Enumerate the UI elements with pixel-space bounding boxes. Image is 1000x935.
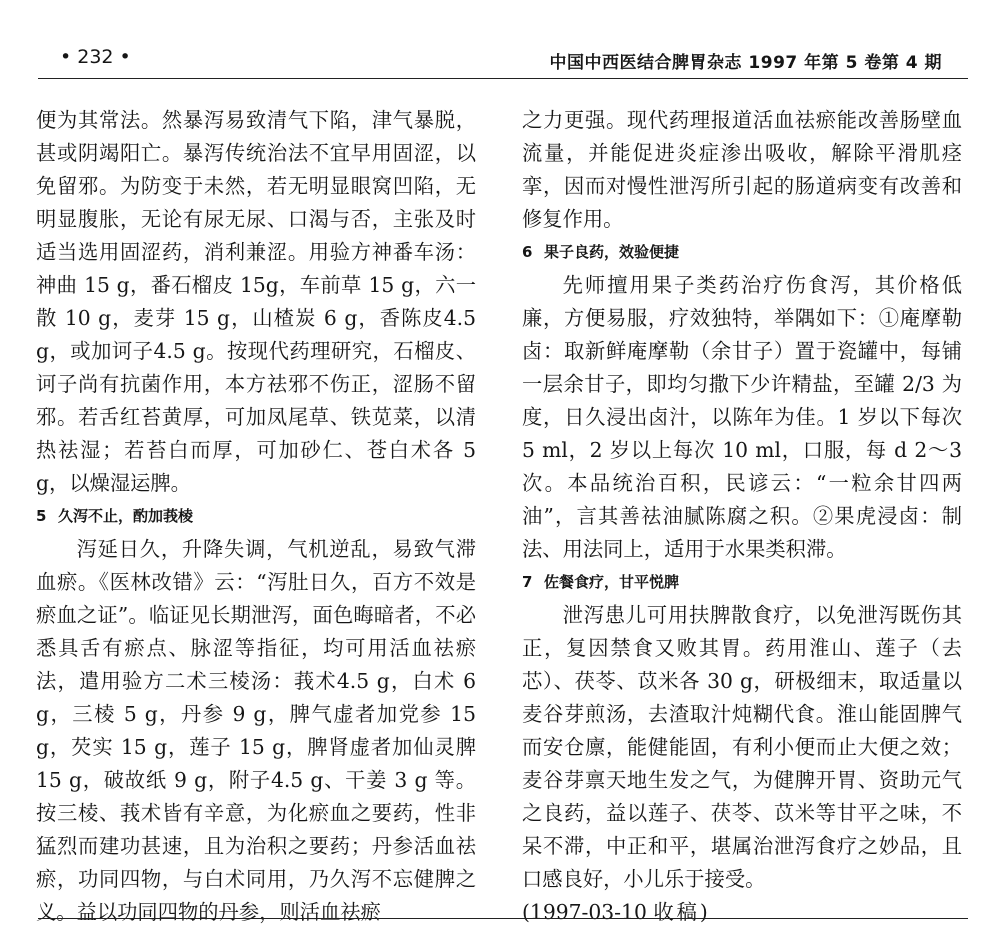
section-heading-7 xyxy=(522,566,962,599)
header-rule xyxy=(38,78,968,79)
section-number: 7 xyxy=(522,573,533,591)
section-heading-6 xyxy=(522,236,962,269)
section-title: 久泻不止，酌加莪棱 xyxy=(58,507,194,525)
section-number: 6 xyxy=(522,243,533,261)
journal-title: 中国中西医结合脾胃杂志 1997 年第 5 卷第 4 期 xyxy=(549,53,942,73)
right-paragraph-3: 泄泻患儿可用扶脾散食疗，以免泄泻既伤其正，复因禁食又败其胃。药用淮山、莲子（去芯）、茯苓、苡米各 30 g，研极细末，取适量以麦谷芽煎汤，去渣取汁炖糊代食。淮山能固脾气而安仓廪，能健能固，有利小便而止大便之效；麦谷芽禀天地生发之气，为健脾开胃、资助元气之良药，益以莲子、茯苓、苡米等甘平之味，不呆不滞，中正和平，堪属治泄泻食疗之妙品，且口感良好，小儿乐于接受。 xyxy=(522,603,962,891)
right-column xyxy=(522,104,962,929)
section-title: 果子良药，效验便捷 xyxy=(544,243,680,261)
right-paragraph-1: 之力更强。现代药理报道活血祛瘀能改善肠壁血流量，并能促进炎症渗出吸收，解除平滑肌痉挛，因而对慢性泄泻所引起的肠道病变有改善和修复作用。 xyxy=(522,108,962,231)
section-heading-5 xyxy=(36,500,476,533)
footer-rule xyxy=(38,918,968,919)
received-date xyxy=(522,896,962,929)
page-number: • 232 • xyxy=(60,46,131,68)
section-number: 5 xyxy=(36,507,47,525)
page-header xyxy=(0,46,1000,76)
left-column xyxy=(36,104,476,929)
date-value: (1997-03-10 xyxy=(522,900,647,924)
right-paragraph-2: 先师擅用果子类药治疗伤食泻，其价格低廉，方便易服，疗效独特，举隅如下：①庵摩勒卤：取新鲜庵摩勒（余甘子）置于瓷罐中，每铺一层余甘子，即均匀撒下少许精盐，至罐 2/3 为度，日久浸出卤汁，以陈年为佳。1 岁以下每次 5 ml，2 岁以上每次 10 ml，口服，每 d 2～3 次。本品统治百积，民谚云：“一粒余甘四两油”，言其善祛油腻陈腐之积。②果虎浸卤：制法、用法同上，适用于水果类积滞。 xyxy=(522,273,962,561)
section-title: 佐餐食疗，甘平悦脾 xyxy=(544,573,680,591)
left-paragraph-2: 泻延日久，升降失调，气机逆乱，易致气滞血瘀。《医林改错》云：“泻肚日久，百方不效是瘀血之证”。临证见长期泄泻，面色晦暗者，不必悉具舌有瘀点、脉涩等指征，均可用活血祛瘀法，遣用验方二术三棱汤：莪术4.5 g，白术 6 g，三棱 5 g，丹参 9 g，脾气虚者加党参 15 g，芡实 15 g，莲子 15 g，脾肾虚者加仙灵脾 15 g，破故纸 9 g，附子4.5 g、干姜 3 g 等。按三棱、莪术皆有辛意，为化瘀血之要药，性非猛烈而建功甚速，且为治积之要药；丹参活血祛瘀，功同四物，与白术同用，乃久泻不忘健脾之义。益以功同四物的丹参，则活血祛瘀 xyxy=(36,537,476,924)
received-label: 收稿) xyxy=(653,900,711,924)
left-paragraph-1: 便为其常法。然暴泻易致清气下陷，津气暴脱，甚或阴竭阳亡。暴泻传统治法不宜早用固涩，以免留邪。为防变于未然，若无明显眼窝凹陷，无明显腹胀，无论有尿无尿、口渴与否，主张及时适当选用固涩药，消利兼涩。用验方神番车汤：神曲 15 g，番石榴皮 15g，车前草 15 g，六一散 10 g，麦芽 15 g，山楂炭 6 g，香陈皮4.5 g，或加诃子4.5 g。按现代药理研究，石榴皮、诃子尚有抗菌作用，本方祛邪不伤正，涩肠不留邪。若舌红苔黄厚，可加凤尾草、铁苋菜，以清热祛湿；若苔白而厚，可加砂仁、苍白术各 5 g，以燥湿运脾。 xyxy=(36,108,476,495)
